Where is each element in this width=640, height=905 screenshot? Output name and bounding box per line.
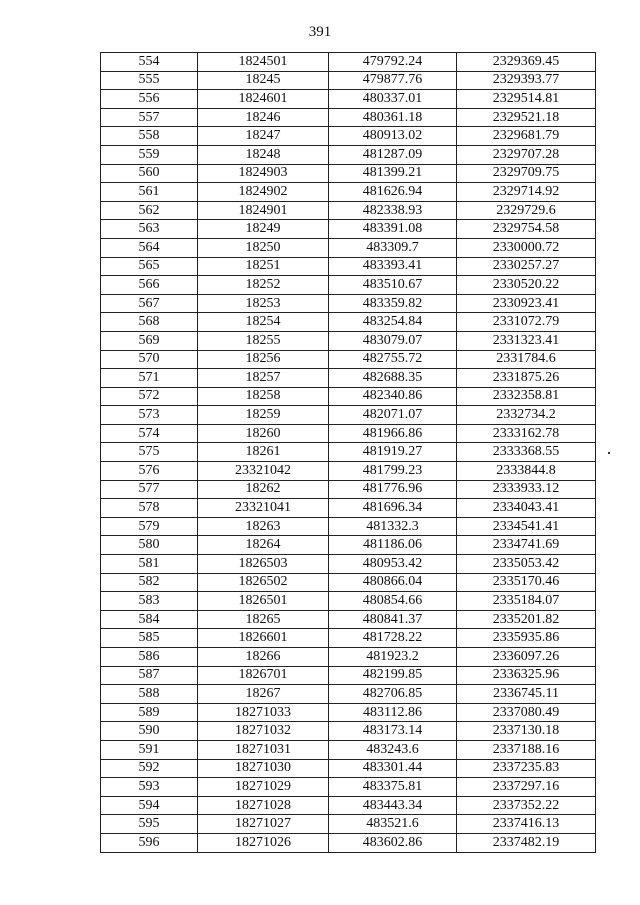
y-coordinate-cell: 2333844.8 — [457, 462, 596, 481]
row-index-cell: 579 — [101, 517, 198, 536]
x-coordinate-cell: 481776.96 — [329, 480, 457, 499]
y-coordinate-cell: 2331323.41 — [457, 331, 596, 350]
row-index-cell: 557 — [101, 108, 198, 127]
point-id-cell: 23321041 — [198, 499, 329, 518]
point-id-cell: 1826701 — [198, 666, 329, 685]
coordinates-table — [100, 52, 596, 853]
point-id-cell: 1824601 — [198, 90, 329, 109]
y-coordinate-cell: 2335053.42 — [457, 555, 596, 574]
y-coordinate-cell: 2329681.79 — [457, 127, 596, 146]
point-id-cell: 18267 — [198, 685, 329, 704]
y-coordinate-cell: 2332734.2 — [457, 406, 596, 425]
row-index-cell: 581 — [101, 555, 198, 574]
point-id-cell: 1824902 — [198, 183, 329, 202]
table-row — [101, 387, 596, 406]
table-row — [101, 796, 596, 815]
x-coordinate-cell: 481287.09 — [329, 145, 457, 164]
point-id-cell: 18260 — [198, 424, 329, 443]
table-row — [101, 294, 596, 313]
y-coordinate-cell: 2329714.92 — [457, 183, 596, 202]
y-coordinate-cell: 2336745.11 — [457, 685, 596, 704]
row-index-cell: 596 — [101, 833, 198, 852]
y-coordinate-cell: 2331072.79 — [457, 313, 596, 332]
row-index-cell: 585 — [101, 629, 198, 648]
y-coordinate-cell: 2335184.07 — [457, 592, 596, 611]
y-coordinate-cell: 2329709.75 — [457, 164, 596, 183]
y-coordinate-cell: 2329707.28 — [457, 145, 596, 164]
point-id-cell: 18271029 — [198, 778, 329, 797]
y-coordinate-cell: 2329393.77 — [457, 71, 596, 90]
table-row — [101, 108, 596, 127]
point-id-cell: 1824903 — [198, 164, 329, 183]
table-row — [101, 685, 596, 704]
point-id-cell: 18264 — [198, 536, 329, 555]
point-id-cell: 18257 — [198, 369, 329, 388]
point-id-cell: 18255 — [198, 331, 329, 350]
row-index-cell: 587 — [101, 666, 198, 685]
row-index-cell: 571 — [101, 369, 198, 388]
point-id-cell: 18259 — [198, 406, 329, 425]
y-coordinate-cell: 2329369.45 — [457, 53, 596, 72]
row-index-cell: 582 — [101, 573, 198, 592]
table-row — [101, 127, 596, 146]
point-id-cell: 18271026 — [198, 833, 329, 852]
table-row — [101, 350, 596, 369]
y-coordinate-cell: 2336097.26 — [457, 648, 596, 667]
table-row — [101, 238, 596, 257]
x-coordinate-cell: 480337.01 — [329, 90, 457, 109]
table-row — [101, 424, 596, 443]
row-index-cell: 578 — [101, 499, 198, 518]
table-row — [101, 331, 596, 350]
point-id-cell: 18265 — [198, 610, 329, 629]
row-index-cell: 595 — [101, 815, 198, 834]
table-row — [101, 369, 596, 388]
point-id-cell: 18245 — [198, 71, 329, 90]
y-coordinate-cell: 2330520.22 — [457, 276, 596, 295]
x-coordinate-cell: 483443.34 — [329, 796, 457, 815]
point-id-cell: 1826502 — [198, 573, 329, 592]
table-row — [101, 666, 596, 685]
x-coordinate-cell: 480841.37 — [329, 610, 457, 629]
page-number: 391 — [308, 24, 332, 40]
x-coordinate-cell: 480953.42 — [329, 555, 457, 574]
point-id-cell: 18261 — [198, 443, 329, 462]
x-coordinate-cell: 481332.3 — [329, 517, 457, 536]
x-coordinate-cell: 482706.85 — [329, 685, 457, 704]
point-id-cell: 18271031 — [198, 740, 329, 759]
y-coordinate-cell: 2330923.41 — [457, 294, 596, 313]
y-coordinate-cell: 2337482.19 — [457, 833, 596, 852]
point-id-cell: 18263 — [198, 517, 329, 536]
point-id-cell: 18258 — [198, 387, 329, 406]
row-index-cell: 588 — [101, 685, 198, 704]
point-id-cell: 18250 — [198, 238, 329, 257]
y-coordinate-cell: 2334541.41 — [457, 517, 596, 536]
table-row — [101, 164, 596, 183]
row-index-cell: 558 — [101, 127, 198, 146]
row-index-cell: 577 — [101, 480, 198, 499]
row-index-cell: 561 — [101, 183, 198, 202]
row-index-cell: 566 — [101, 276, 198, 295]
table-row — [101, 778, 596, 797]
x-coordinate-cell: 483173.14 — [329, 722, 457, 741]
y-coordinate-cell: 2333162.78 — [457, 424, 596, 443]
y-coordinate-cell: 2337352.22 — [457, 796, 596, 815]
table-row — [101, 276, 596, 295]
x-coordinate-cell: 480913.02 — [329, 127, 457, 146]
row-index-cell: 554 — [101, 53, 198, 72]
row-index-cell: 560 — [101, 164, 198, 183]
y-coordinate-cell: 2337080.49 — [457, 703, 596, 722]
y-coordinate-cell: 2336325.96 — [457, 666, 596, 685]
point-id-cell: 1824901 — [198, 201, 329, 220]
x-coordinate-cell: 482755.72 — [329, 350, 457, 369]
x-coordinate-cell: 483359.82 — [329, 294, 457, 313]
row-index-cell: 564 — [101, 238, 198, 257]
y-coordinate-cell: 2334741.69 — [457, 536, 596, 555]
stray-dot-mark — [608, 452, 610, 454]
x-coordinate-cell: 481799.23 — [329, 462, 457, 481]
row-index-cell: 580 — [101, 536, 198, 555]
x-coordinate-cell: 482338.93 — [329, 201, 457, 220]
row-index-cell: 559 — [101, 145, 198, 164]
row-index-cell: 592 — [101, 759, 198, 778]
x-coordinate-cell: 483510.67 — [329, 276, 457, 295]
point-id-cell: 18249 — [198, 220, 329, 239]
table-row — [101, 257, 596, 276]
point-id-cell: 18262 — [198, 480, 329, 499]
table-row — [101, 90, 596, 109]
x-coordinate-cell: 481919.27 — [329, 443, 457, 462]
point-id-cell: 18266 — [198, 648, 329, 667]
y-coordinate-cell: 2334043.41 — [457, 499, 596, 518]
point-id-cell: 1824501 — [198, 53, 329, 72]
row-index-cell: 590 — [101, 722, 198, 741]
table-row — [101, 201, 596, 220]
row-index-cell: 555 — [101, 71, 198, 90]
table-row — [101, 499, 596, 518]
point-id-cell: 18252 — [198, 276, 329, 295]
table-row — [101, 462, 596, 481]
row-index-cell: 562 — [101, 201, 198, 220]
table-row — [101, 145, 596, 164]
point-id-cell: 18271028 — [198, 796, 329, 815]
row-index-cell: 586 — [101, 648, 198, 667]
y-coordinate-cell: 2329521.18 — [457, 108, 596, 127]
table-row — [101, 480, 596, 499]
table-row — [101, 592, 596, 611]
y-coordinate-cell: 2333368.55 — [457, 443, 596, 462]
x-coordinate-cell: 481696.34 — [329, 499, 457, 518]
point-id-cell: 18271027 — [198, 815, 329, 834]
x-coordinate-cell: 479877.76 — [329, 71, 457, 90]
row-index-cell: 573 — [101, 406, 198, 425]
row-index-cell: 567 — [101, 294, 198, 313]
y-coordinate-cell: 2330257.27 — [457, 257, 596, 276]
point-id-cell: 1826503 — [198, 555, 329, 574]
x-coordinate-cell: 483521.6 — [329, 815, 457, 834]
point-id-cell: 18254 — [198, 313, 329, 332]
y-coordinate-cell: 2335170.46 — [457, 573, 596, 592]
table-row — [101, 573, 596, 592]
y-coordinate-cell: 2329514.81 — [457, 90, 596, 109]
point-id-cell: 23321042 — [198, 462, 329, 481]
point-id-cell: 18247 — [198, 127, 329, 146]
point-id-cell: 18271033 — [198, 703, 329, 722]
y-coordinate-cell: 2337297.16 — [457, 778, 596, 797]
row-index-cell: 583 — [101, 592, 198, 611]
table-row — [101, 71, 596, 90]
x-coordinate-cell: 482199.85 — [329, 666, 457, 685]
x-coordinate-cell: 483391.08 — [329, 220, 457, 239]
x-coordinate-cell: 482071.07 — [329, 406, 457, 425]
x-coordinate-cell: 482340.86 — [329, 387, 457, 406]
x-coordinate-cell: 481728.22 — [329, 629, 457, 648]
row-index-cell: 570 — [101, 350, 198, 369]
x-coordinate-cell: 479792.24 — [329, 53, 457, 72]
x-coordinate-cell: 483243.6 — [329, 740, 457, 759]
table-row — [101, 536, 596, 555]
table-row — [101, 517, 596, 536]
point-id-cell: 1826601 — [198, 629, 329, 648]
row-index-cell: 565 — [101, 257, 198, 276]
row-index-cell: 594 — [101, 796, 198, 815]
x-coordinate-cell: 483079.07 — [329, 331, 457, 350]
row-index-cell: 563 — [101, 220, 198, 239]
point-id-cell: 18271032 — [198, 722, 329, 741]
row-index-cell: 574 — [101, 424, 198, 443]
table-row — [101, 759, 596, 778]
table-row — [101, 220, 596, 239]
x-coordinate-cell: 483301.44 — [329, 759, 457, 778]
y-coordinate-cell: 2329754.58 — [457, 220, 596, 239]
row-index-cell: 584 — [101, 610, 198, 629]
y-coordinate-cell: 2337188.16 — [457, 740, 596, 759]
table-row — [101, 648, 596, 667]
table-row — [101, 555, 596, 574]
x-coordinate-cell: 481966.86 — [329, 424, 457, 443]
x-coordinate-cell: 483393.41 — [329, 257, 457, 276]
row-index-cell: 568 — [101, 313, 198, 332]
table-row — [101, 815, 596, 834]
y-coordinate-cell: 2331784.6 — [457, 350, 596, 369]
coordinates-table-body — [101, 53, 596, 853]
row-index-cell: 575 — [101, 443, 198, 462]
point-id-cell: 18253 — [198, 294, 329, 313]
point-id-cell: 1826501 — [198, 592, 329, 611]
table-row — [101, 833, 596, 852]
x-coordinate-cell: 483254.84 — [329, 313, 457, 332]
x-coordinate-cell: 482688.35 — [329, 369, 457, 388]
table-row — [101, 629, 596, 648]
y-coordinate-cell: 2330000.72 — [457, 238, 596, 257]
y-coordinate-cell: 2331875.26 — [457, 369, 596, 388]
x-coordinate-cell: 480854.66 — [329, 592, 457, 611]
row-index-cell: 556 — [101, 90, 198, 109]
row-index-cell: 572 — [101, 387, 198, 406]
row-index-cell: 576 — [101, 462, 198, 481]
x-coordinate-cell: 483602.86 — [329, 833, 457, 852]
point-id-cell: 18246 — [198, 108, 329, 127]
table-row — [101, 406, 596, 425]
table-row — [101, 740, 596, 759]
x-coordinate-cell: 480361.18 — [329, 108, 457, 127]
y-coordinate-cell: 2335935.86 — [457, 629, 596, 648]
x-coordinate-cell: 481626.94 — [329, 183, 457, 202]
point-id-cell: 18271030 — [198, 759, 329, 778]
x-coordinate-cell: 481923.2 — [329, 648, 457, 667]
table-row — [101, 610, 596, 629]
y-coordinate-cell: 2337416.13 — [457, 815, 596, 834]
table-row — [101, 703, 596, 722]
x-coordinate-cell: 483112.86 — [329, 703, 457, 722]
table-row — [101, 183, 596, 202]
row-index-cell: 591 — [101, 740, 198, 759]
y-coordinate-cell: 2337130.18 — [457, 722, 596, 741]
row-index-cell: 589 — [101, 703, 198, 722]
point-id-cell: 18248 — [198, 145, 329, 164]
point-id-cell: 18251 — [198, 257, 329, 276]
y-coordinate-cell: 2329729.6 — [457, 201, 596, 220]
table-row — [101, 53, 596, 72]
x-coordinate-cell: 481399.21 — [329, 164, 457, 183]
x-coordinate-cell: 480866.04 — [329, 573, 457, 592]
row-index-cell: 593 — [101, 778, 198, 797]
y-coordinate-cell: 2335201.82 — [457, 610, 596, 629]
y-coordinate-cell: 2332358.81 — [457, 387, 596, 406]
y-coordinate-cell: 2337235.83 — [457, 759, 596, 778]
table-row — [101, 722, 596, 741]
x-coordinate-cell: 481186.06 — [329, 536, 457, 555]
table-row — [101, 443, 596, 462]
y-coordinate-cell: 2333933.12 — [457, 480, 596, 499]
table-row — [101, 313, 596, 332]
point-id-cell: 18256 — [198, 350, 329, 369]
row-index-cell: 569 — [101, 331, 198, 350]
x-coordinate-cell: 483309.7 — [329, 238, 457, 257]
x-coordinate-cell: 483375.81 — [329, 778, 457, 797]
